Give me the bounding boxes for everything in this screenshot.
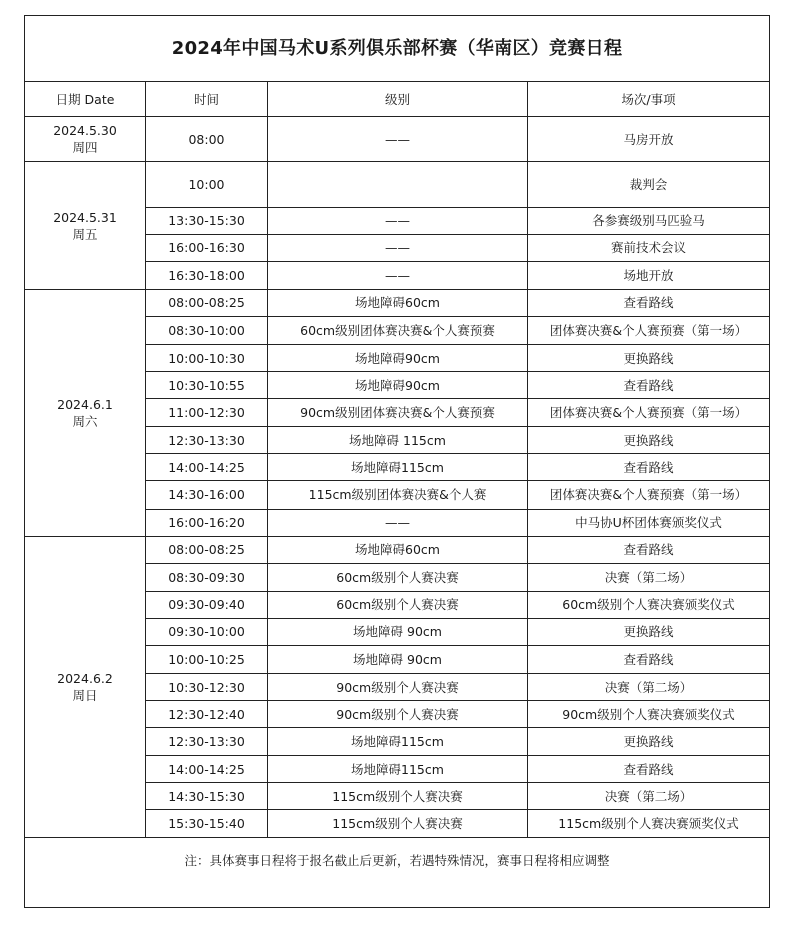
time-cell: 15:30-15:40 (146, 810, 268, 837)
level-cell: 场地障碍90cm (268, 372, 528, 399)
schedule-row (25, 536, 770, 563)
date-cell (25, 289, 146, 536)
event-cell: 决赛（第二场） (528, 563, 770, 591)
event-cell: 60cm级别个人赛决赛颁奖仪式 (528, 591, 770, 618)
time-cell: 16:00-16:20 (146, 509, 268, 536)
time-cell: 08:30-09:30 (146, 563, 268, 591)
event-cell: 团体赛决赛&个人赛预赛（第一场） (528, 399, 770, 427)
event-cell: 马房开放 (528, 117, 770, 162)
event-cell: 场地开放 (528, 261, 770, 289)
level-cell: 60cm级别团体赛决赛&个人赛预赛 (268, 316, 528, 344)
time-cell: 12:30-12:40 (146, 701, 268, 728)
event-cell: 团体赛决赛&个人赛预赛（第一场） (528, 481, 770, 509)
level-cell: 场地障碍 90cm (268, 618, 528, 645)
level-cell: 场地障碍115cm (268, 756, 528, 783)
level-cell: 场地障碍 90cm (268, 645, 528, 673)
time-cell: 14:00-14:25 (146, 454, 268, 481)
time-cell: 08:00-08:25 (146, 289, 268, 316)
level-cell: 场地障碍115cm (268, 728, 528, 756)
time-cell: 10:30-12:30 (146, 674, 268, 701)
level-cell: —— (268, 207, 528, 234)
schedule-title: 2024年中国马术U系列俱乐部杯赛（华南区）竞赛日程 (25, 16, 770, 82)
time-cell: 10:00-10:30 (146, 345, 268, 372)
level-cell: —— (268, 117, 528, 162)
time-cell: 10:00 (146, 162, 268, 207)
event-cell: 查看路线 (528, 536, 770, 563)
event-cell: 查看路线 (528, 756, 770, 783)
time-cell: 14:30-15:30 (146, 783, 268, 810)
level-cell: 90cm级别团体赛决赛&个人赛预赛 (268, 399, 528, 427)
time-cell: 14:00-14:25 (146, 756, 268, 783)
level-cell: 60cm级别个人赛决赛 (268, 591, 528, 618)
event-cell: 决赛（第二场） (528, 783, 770, 810)
level-cell: 115cm级别个人赛决赛 (268, 810, 528, 837)
event-cell: 90cm级别个人赛决赛颁奖仪式 (528, 701, 770, 728)
time-cell: 11:00-12:30 (146, 399, 268, 427)
time-cell: 08:00-08:25 (146, 536, 268, 563)
event-cell: 更换路线 (528, 345, 770, 372)
event-cell: 更换路线 (528, 427, 770, 454)
date-text: 2024.5.31 (53, 209, 117, 225)
time-cell: 13:30-15:30 (146, 207, 268, 234)
header-row (25, 82, 770, 117)
time-cell: 10:00-10:25 (146, 645, 268, 673)
time-cell: 16:30-18:00 (146, 261, 268, 289)
level-cell: 115cm级别团体赛决赛&个人赛 (268, 481, 528, 509)
weekday-text: 周五 (72, 226, 98, 242)
event-cell: 各参赛级别马匹验马 (528, 207, 770, 234)
level-cell: 场地障碍60cm (268, 289, 528, 316)
level-cell: —— (268, 234, 528, 261)
level-cell: 60cm级别个人赛决赛 (268, 563, 528, 591)
event-cell: 查看路线 (528, 454, 770, 481)
event-cell: 决赛（第二场） (528, 674, 770, 701)
level-cell: 场地障碍60cm (268, 536, 528, 563)
schedule-table (24, 15, 770, 908)
level-cell: —— (268, 509, 528, 536)
date-cell (25, 162, 146, 289)
time-cell: 09:30-09:40 (146, 591, 268, 618)
weekday-text: 周日 (72, 687, 98, 703)
weekday-text: 周六 (72, 413, 98, 429)
header-level: 级别 (268, 82, 528, 117)
level-cell: 90cm级别个人赛决赛 (268, 674, 528, 701)
event-cell: 裁判会 (528, 162, 770, 207)
time-cell: 14:30-16:00 (146, 481, 268, 509)
time-cell: 16:00-16:30 (146, 234, 268, 261)
event-cell: 查看路线 (528, 372, 770, 399)
weekday-text: 周四 (72, 140, 98, 156)
level-cell: 场地障碍 115cm (268, 427, 528, 454)
date-cell (25, 117, 146, 162)
event-cell: 查看路线 (528, 289, 770, 316)
time-cell: 08:30-10:00 (146, 316, 268, 344)
level-cell: 115cm级别个人赛决赛 (268, 783, 528, 810)
time-cell: 08:00 (146, 117, 268, 162)
schedule-note: 注：具体赛事日程将于报名截止后更新，若遇特殊情况，赛事日程将相应调整 (25, 837, 770, 907)
date-text: 2024.6.1 (57, 396, 113, 412)
level-cell (268, 162, 528, 207)
date-text: 2024.6.2 (57, 670, 113, 686)
event-cell: 查看路线 (528, 645, 770, 673)
schedule-row (25, 162, 770, 207)
event-cell: 更换路线 (528, 618, 770, 645)
time-cell: 12:30-13:30 (146, 427, 268, 454)
time-cell: 10:30-10:55 (146, 372, 268, 399)
level-cell: 场地障碍115cm (268, 454, 528, 481)
event-cell: 团体赛决赛&个人赛预赛（第一场） (528, 316, 770, 344)
header-event: 场次/事项 (528, 82, 770, 117)
level-cell: —— (268, 261, 528, 289)
level-cell: 场地障碍90cm (268, 345, 528, 372)
event-cell: 中马协U杯团体赛颁奖仪式 (528, 509, 770, 536)
date-text: 2024.5.30 (53, 123, 117, 139)
event-cell: 更换路线 (528, 728, 770, 756)
header-date: 日期 Date (25, 82, 146, 117)
header-time: 时间 (146, 82, 268, 117)
schedule-row (25, 289, 770, 316)
note-row (25, 837, 770, 907)
title-row (25, 16, 770, 82)
level-cell: 90cm级别个人赛决赛 (268, 701, 528, 728)
event-cell: 赛前技术会议 (528, 234, 770, 261)
event-cell: 115cm级别个人赛决赛颁奖仪式 (528, 810, 770, 837)
date-cell (25, 536, 146, 837)
time-cell: 09:30-10:00 (146, 618, 268, 645)
schedule-row (25, 117, 770, 162)
time-cell: 12:30-13:30 (146, 728, 268, 756)
